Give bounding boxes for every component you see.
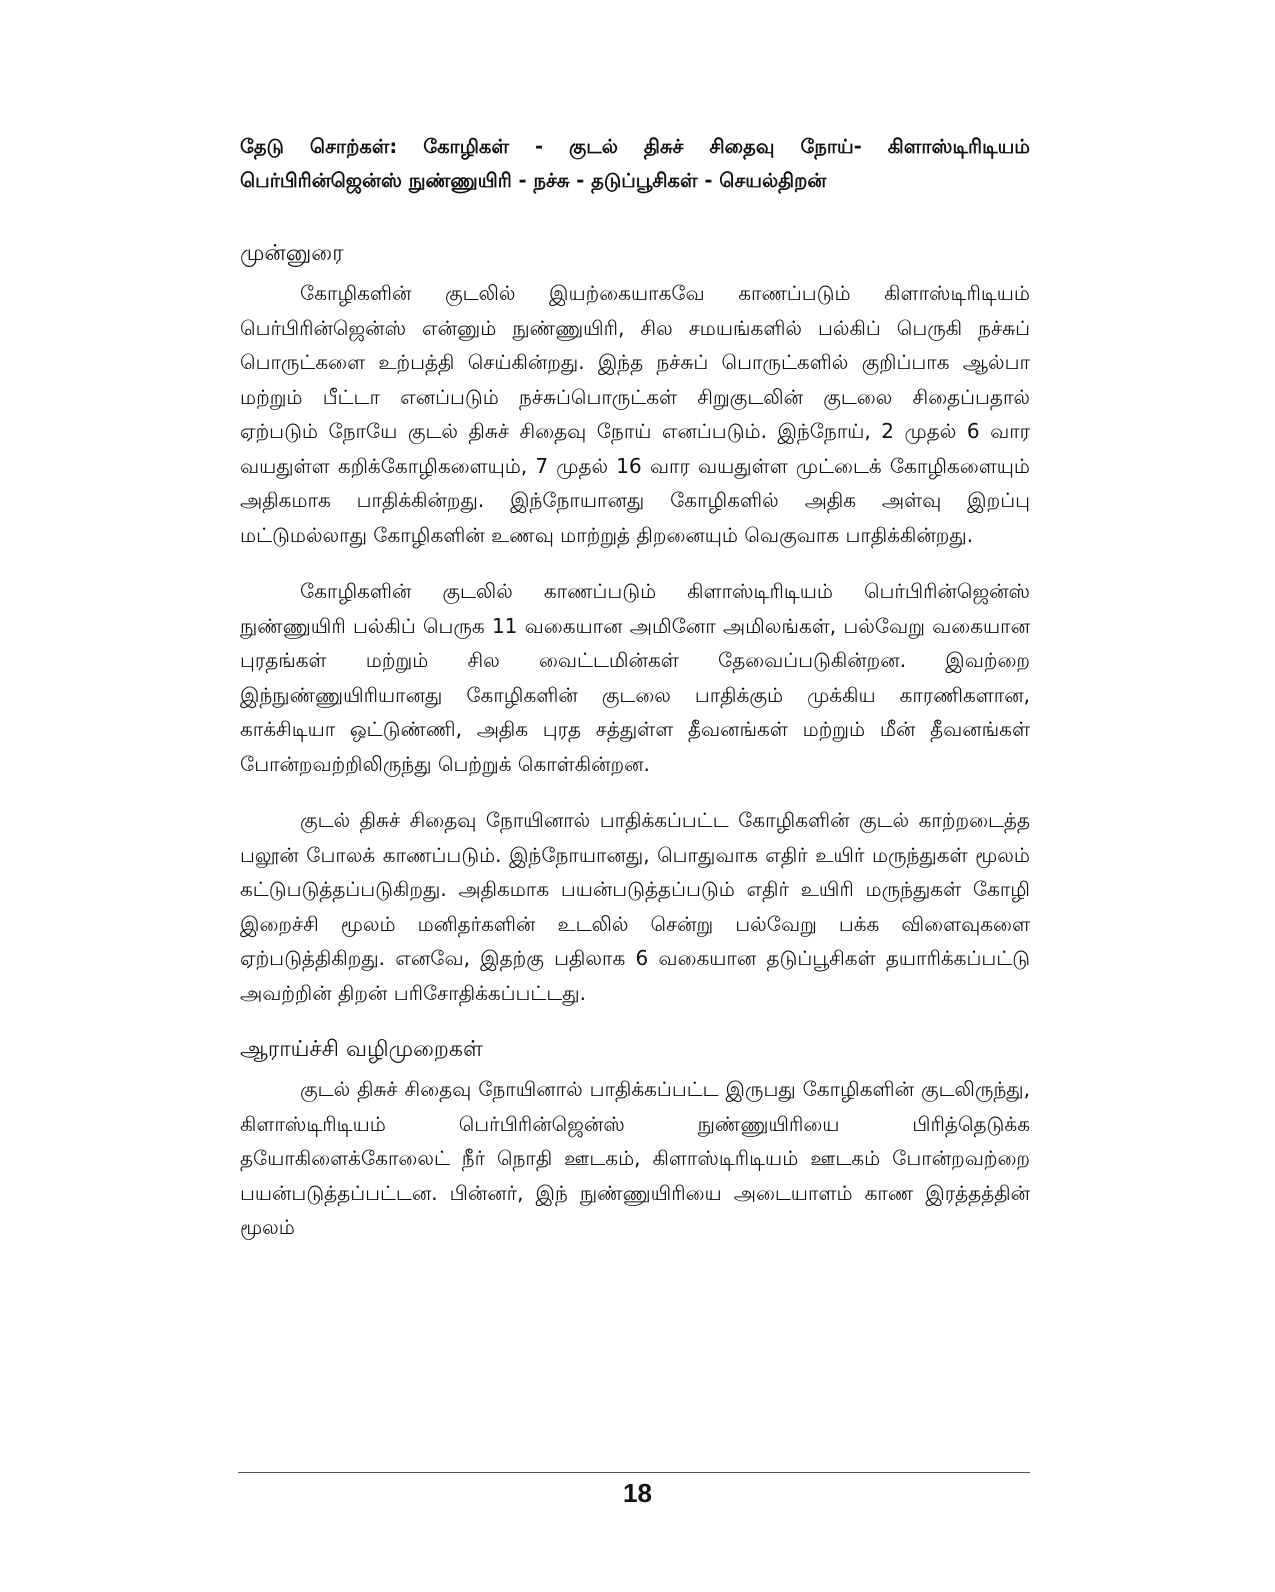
paragraph-intro-1: கோழிகளின் குடலில் இயற்கையாகவே காணப்படும் கிளாஸ்டிரிடியம் பெர்பிரின்ஜென்ஸ் என்னும் நுண்ணுயிரி, சில சமயங்களில் பல்கிப் பெருகி நச்சுப் பொருட்களை உற்பத்தி செய்கின்றது. இந்த நச்சுப் பொருட்களில் குறிப்பாக ஆல்பா மற்றும் பீட்டா எனப்படும் நச்சுப்பொருட்கள் சிறுகுடலின் குடலை சிதைப்பதால் ஏற்படும் நோயே குடல் திசுச் சிதைவு நோய் எனப்படும். இந்நோய், 2 முதல் 6 வார வயதுள்ள கறிக்கோழிகளையும், 7 முதல் 16 வார வயதுள்ள முட்டைக் கோழிகளையும் அதிகமாக பாதிக்கின்றது. இந்நோயானது கோழிகளில் அதிக அள்வு இறப்பு மட்டுமல்லாது கோழிகளின் உணவு மாற்றுத் திறனையும் வெகுவாக பாதிக்கின்றது. (240, 281, 1030, 547)
section-heading-introduction: முன்னுரை (240, 241, 344, 266)
keywords-label: தேடு சொற்கள்: (240, 135, 398, 158)
page-number: 18 (623, 1478, 652, 1508)
keywords-text: கோழிகள் - குடல் திசுச் சிதைவு நோய்- கிளாஸ்டிரிடியம் பெர்பிரின்ஜென்ஸ் நுண்ணுயிரி - நச்சு - தடுப்பூசிகள் - செயல்திறன் (240, 135, 1030, 192)
keywords (240, 130, 1030, 198)
section-heading-methods: ஆராய்ச்சி வழிமுறைகள் (240, 1037, 483, 1062)
paragraph-intro-2: கோழிகளின் குடலில் காணப்படும் கிளாஸ்டிரிடியம் பெர்பிரின்ஜென்ஸ் நுண்ணுயிரி பல்கிப் பெருக 11 வகையான அமினோ அமிலங்கள், பல்வேறு வகையான புரதங்கள் மற்றும் சில வைட்டமின்கள் தேவைப்படுகின்றன. இவற்றை இந்நுண்ணுயிரியானது கோழிகளின் குடலை பாதிக்கும் முக்கிய காரணிகளான, காக்சிடியா ஒட்டுண்ணி, அதிக புரத சத்துள்ள தீவனங்கள் மற்றும் மீன் தீவனங்கள் போன்றவற்றிலிருந்து பெற்றுக் கொள்கின்றன. (240, 579, 1030, 776)
document-page (240, 130, 1030, 1267)
paragraph-intro-3: குடல் திசுச் சிதைவு நோயினால் பாதிக்கப்பட்ட கோழிகளின் குடல் காற்றடைத்த பலூன் போலக் காணப்படும். இந்நோயானது, பொதுவாக எதிர் உயிர் மருந்துகள் மூலம் கட்டுபடுத்தப்படுகிறது. அதிகமாக பயன்படுத்தப்படும் எதிர் உயிரி மருந்துகள் கோழி இறைச்சி மூலம் மனிதர்களின் உடலில் சென்று பல்வேறு பக்க விளைவுகளை ஏற்படுத்திகிறது. எனவே, இதற்கு பதிலாக 6 வகையான தடுப்பூசிகள் தயாரிக்கப்பட்டு அவற்றின் திறன் பரிசோதிக்கப்பட்டது. (240, 808, 1030, 1005)
footer-divider (238, 1472, 1030, 1473)
paragraph-methods-1: குடல் திசுச் சிதைவு நோயினால் பாதிக்கப்பட்ட இருபது கோழிகளின் குடலிருந்து, கிளாஸ்டிரிடியம் பெர்பிரின்ஜென்ஸ் நுண்ணுயிரியை பிரித்தெடுக்க தயோகிளைக்கோலைட் நீர் நொதி ஊடகம், கிளாஸ்டிரிடியம் ஊடகம் போன்றவற்றை பயன்படுத்தப்பட்டன. பின்னர், இந் நுண்ணுயிரியை அடையாளம் காண இரத்தத்தின் மூலம் (240, 1077, 1030, 1239)
